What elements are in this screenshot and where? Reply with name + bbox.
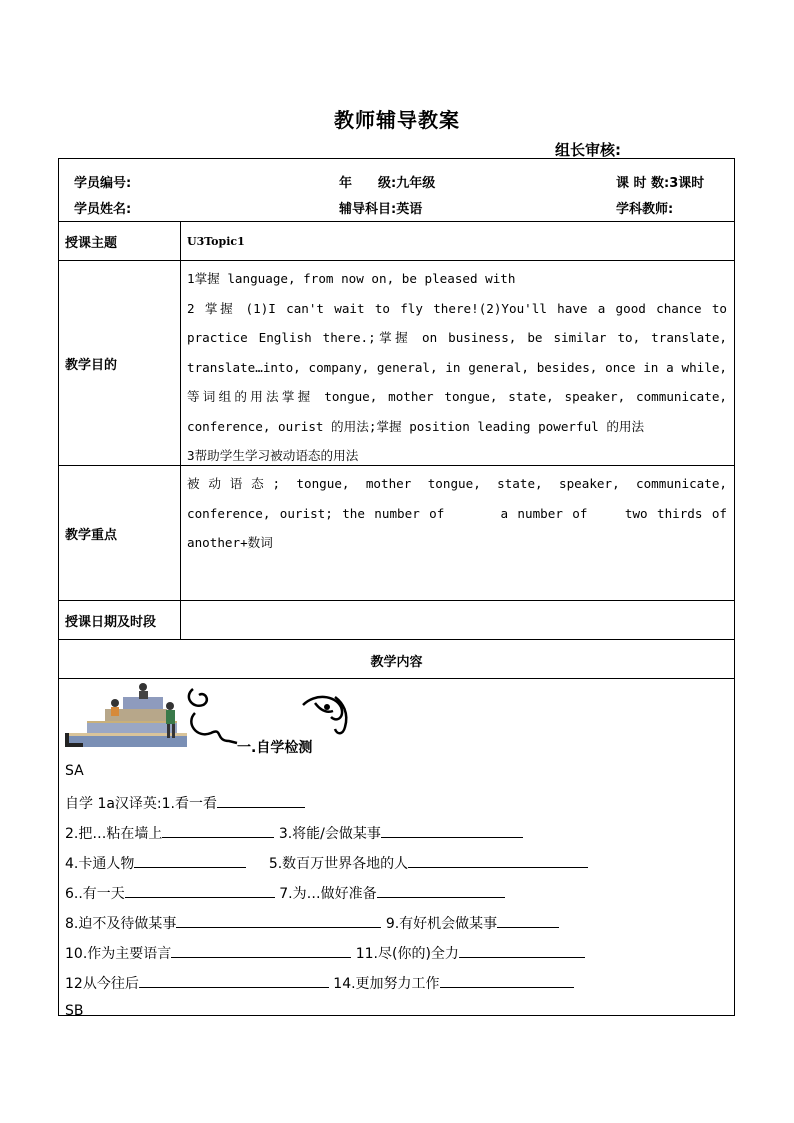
grade-value: 九年级 (396, 176, 436, 191)
answer-blank[interactable] (125, 884, 275, 898)
subject-label: 辅导科目: (339, 202, 397, 217)
exercise-item: 3.将能/会做某事 (278, 826, 381, 842)
exercise-row (65, 913, 559, 933)
student-id-label: 学员编号: (74, 176, 132, 191)
key-points-text: 被动语态; tongue, mother tongue, state, speaker, communicate, conference, ourist; the number of a number of two thirds of another+数词 (187, 476, 735, 550)
reviewer-label: 组长审核: (555, 141, 621, 159)
answer-blank[interactable] (381, 824, 523, 838)
exercise-item: 自学 1a汉译英:1.看一看 (65, 796, 218, 812)
exercise-row (65, 853, 588, 873)
schedule-value (181, 601, 734, 639)
answer-blank[interactable] (162, 824, 274, 838)
exercise-row (65, 793, 305, 813)
exercise-item: 4.卡通人物 (65, 856, 135, 872)
answer-blank[interactable] (440, 974, 574, 988)
topic-row (59, 222, 734, 261)
exercise-item: 7.为…做好准备 (279, 886, 377, 902)
objectives-label: 教学目的 (59, 261, 181, 465)
content-heading: 教学内容 (370, 655, 423, 670)
objective-2: 2 掌握 (1)I can't wait to fly there!(2)You'll have a good chance to practice English there.;掌握 on business, be similar to, translate, translate…into, company, general, in general, besides, once in a while,等词组的用法掌握 tongue, mother tongue, state, speaker, communicate, conference, ourist 的用法;掌握 position leading powerful 的用法 (187, 300, 727, 434)
exercise-item: 2.把…粘在墙上 (65, 826, 163, 842)
teacher-label: 学科教师: (616, 202, 674, 217)
key-points-label: 教学重点 (59, 466, 181, 600)
answer-blank[interactable] (139, 974, 329, 988)
answer-blank[interactable] (459, 944, 585, 958)
subject-value: 英语 (396, 202, 423, 217)
exercise-row (65, 973, 574, 993)
exercise-row (65, 823, 523, 843)
answer-blank[interactable] (171, 944, 351, 958)
schedule-row (59, 601, 734, 640)
grade-label: 年 级: (339, 176, 397, 191)
answer-blank[interactable] (408, 854, 588, 868)
key-points-row (59, 466, 734, 601)
hours-label: 课 时 数: (616, 176, 670, 191)
exercise-row (65, 883, 505, 903)
answer-blank[interactable] (377, 884, 505, 898)
hours-value: 3课时 (669, 176, 705, 191)
answer-blank[interactable] (176, 914, 381, 928)
exercise-item: 10.作为主要语言 (65, 946, 172, 962)
exercise-item: 9.有好机会做某事 (385, 916, 498, 932)
answer-blank[interactable] (134, 854, 246, 868)
student-name-label: 学员姓名: (74, 202, 132, 217)
exercise-item: 5.数百万世界各地的人 (268, 856, 409, 872)
sa-label: SA (65, 763, 84, 779)
topic-value: U3Topic1 (187, 234, 245, 248)
exercise-item: 8.迫不及待做某事 (65, 916, 177, 932)
info-row (59, 159, 734, 222)
self-study-title: 一.自学检测 (237, 740, 313, 756)
exercise-item: 11.尽(你的)全力 (355, 946, 459, 962)
decorative-banner-icon (65, 683, 365, 753)
content-heading-row (59, 640, 734, 679)
objective-3: 3帮助学生学习被动语态的用法 (187, 448, 359, 463)
answer-blank[interactable] (497, 914, 559, 928)
lesson-plan-table (58, 158, 735, 1019)
exercise-item: 14.更加努力工作 (333, 976, 440, 992)
objectives-row (59, 261, 734, 466)
sb-label: SB (65, 1003, 84, 1019)
schedule-label: 授课日期及时段 (59, 601, 181, 639)
exercise-item: 12从今往后 (65, 976, 139, 992)
exercise-row (65, 943, 585, 963)
exercise-item: 6..有一天 (65, 886, 125, 902)
answer-blank[interactable] (217, 794, 305, 808)
page-title: 教师辅导教案 (334, 108, 460, 132)
topic-label: 授课主题 (59, 222, 181, 260)
objective-1: 1掌握 language, from now on, be pleased with (187, 271, 516, 286)
